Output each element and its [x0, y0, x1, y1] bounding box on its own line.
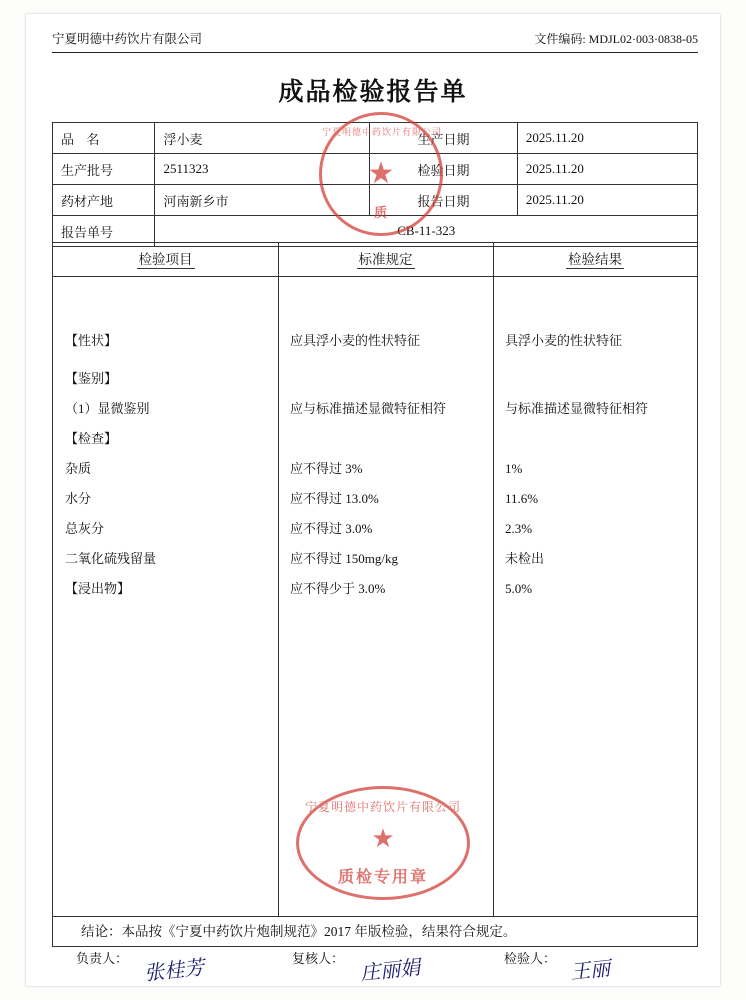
responsible-signature: [76, 948, 128, 967]
batch-no-label: 生产批号: [53, 154, 155, 185]
responsible-signature-name: 张桂芳: [143, 954, 206, 986]
row-item: （1）显微鉴别: [65, 401, 150, 416]
row-standard: 应不得过 150mg/kg: [290, 551, 398, 566]
report-date-label: 报告日期: [370, 185, 518, 216]
table-row: [53, 574, 697, 604]
row-standard: 应与标准描述显微特征相符: [290, 401, 447, 416]
row-standard: 应不得过 3%: [290, 461, 363, 476]
document-header: [52, 26, 698, 52]
report-date-value: 2025.11.20: [517, 185, 697, 216]
table-row: [53, 326, 697, 356]
info-table: [52, 122, 698, 247]
row-standard: 应不得过 13.0%: [290, 491, 379, 506]
inspector-signature: [504, 948, 556, 967]
review-signature-name: 庄丽娟: [359, 954, 422, 986]
row-item: 【鉴别】: [65, 371, 118, 386]
table-row: [53, 544, 697, 574]
signature-row: [52, 948, 698, 988]
document-number-label: 文件编码:: [534, 32, 586, 46]
document-number: [534, 26, 698, 52]
origin-value: 河南新乡市: [155, 185, 370, 216]
row-standard: 应不得少于 3.0%: [290, 581, 386, 596]
row-item: 【浸出物】: [65, 581, 131, 596]
row-result: 5.0%: [505, 581, 533, 596]
table-row: [53, 424, 697, 454]
responsible-label: 负责人：: [76, 951, 129, 966]
row-result: 11.6%: [505, 491, 539, 506]
product-name-value: 浮小麦: [155, 123, 370, 154]
row-result: 与标准描述显微特征相符: [505, 401, 649, 416]
conclusion-row: 结论：本品按《宁夏中药饮片炮制规范》2017 年版检验，结果符合规定。: [52, 917, 698, 947]
row-item: 杂质: [65, 461, 92, 476]
report-no-label: 报告单号: [53, 216, 155, 247]
company-name: 宁夏明德中药饮片有限公司: [52, 32, 203, 46]
column-header-item: [53, 243, 278, 276]
row-item: 【检查】: [65, 431, 118, 446]
batch-no-value: 2511323: [155, 154, 370, 185]
row-result: 未检出: [505, 551, 545, 566]
inspector-signature-name: 王丽: [569, 955, 612, 985]
report-no-value: CB-11-323: [155, 216, 698, 247]
table-row: [53, 364, 697, 394]
column-header-standard-text: 标准规定: [358, 252, 413, 267]
row-result: 2.3%: [505, 521, 533, 536]
seal-top-bottom-text: 质: [373, 205, 388, 220]
inspector-label: 检验人：: [504, 951, 557, 966]
production-date-label: 生产日期: [370, 123, 518, 154]
row-result: 具浮小麦的性状特征: [505, 333, 623, 348]
seal-bottom-bottom-text: 质检专用章: [337, 869, 428, 886]
table-row: [53, 394, 697, 424]
seal-bottom-arc-text: 宁夏明德中药饮片有限公司: [304, 800, 461, 814]
inspection-date-value: 2025.11.20: [517, 154, 697, 185]
column-header-standard: [278, 243, 493, 276]
row-standard: 应不得过 3.0%: [290, 521, 373, 536]
product-name-label: 品 名: [53, 123, 155, 154]
origin-label: 药材产地: [53, 185, 155, 216]
report-sheet: [26, 14, 720, 986]
table-row: [53, 514, 697, 544]
seal-top-arc-text: 宁夏明德中药饮片有限公司: [322, 127, 443, 137]
row-item: 水分: [65, 491, 92, 506]
header-divider: [52, 52, 698, 53]
results-rows: [53, 276, 697, 916]
column-header-result-text: 检验结果: [568, 252, 622, 267]
inspection-date-label: 检验日期: [370, 154, 518, 185]
star-icon: ★: [367, 157, 395, 190]
table-row: [53, 123, 698, 154]
review-signature: [292, 948, 344, 967]
row-item: 【性状】: [65, 333, 118, 348]
page-title: 成品检验报告单: [278, 79, 468, 106]
table-row: [53, 154, 698, 185]
row-result: 1%: [505, 461, 523, 476]
table-row: [53, 484, 697, 514]
review-label: 复核人：: [292, 951, 345, 966]
production-date-value: 2025.11.20: [517, 123, 697, 154]
row-standard: 应具浮小麦的性状特征: [290, 333, 421, 348]
star-icon: ★: [371, 824, 395, 853]
row-item: 二氧化硫残留量: [65, 551, 157, 566]
table-row: [53, 454, 697, 484]
column-header-item-text: 检验项目: [138, 252, 193, 267]
document-number-value: MDJL02·003·0838-05: [588, 32, 698, 46]
results-table: [52, 242, 698, 917]
row-item: 总灰分: [65, 521, 105, 536]
column-header-result: [493, 243, 697, 276]
table-row: [53, 185, 698, 216]
